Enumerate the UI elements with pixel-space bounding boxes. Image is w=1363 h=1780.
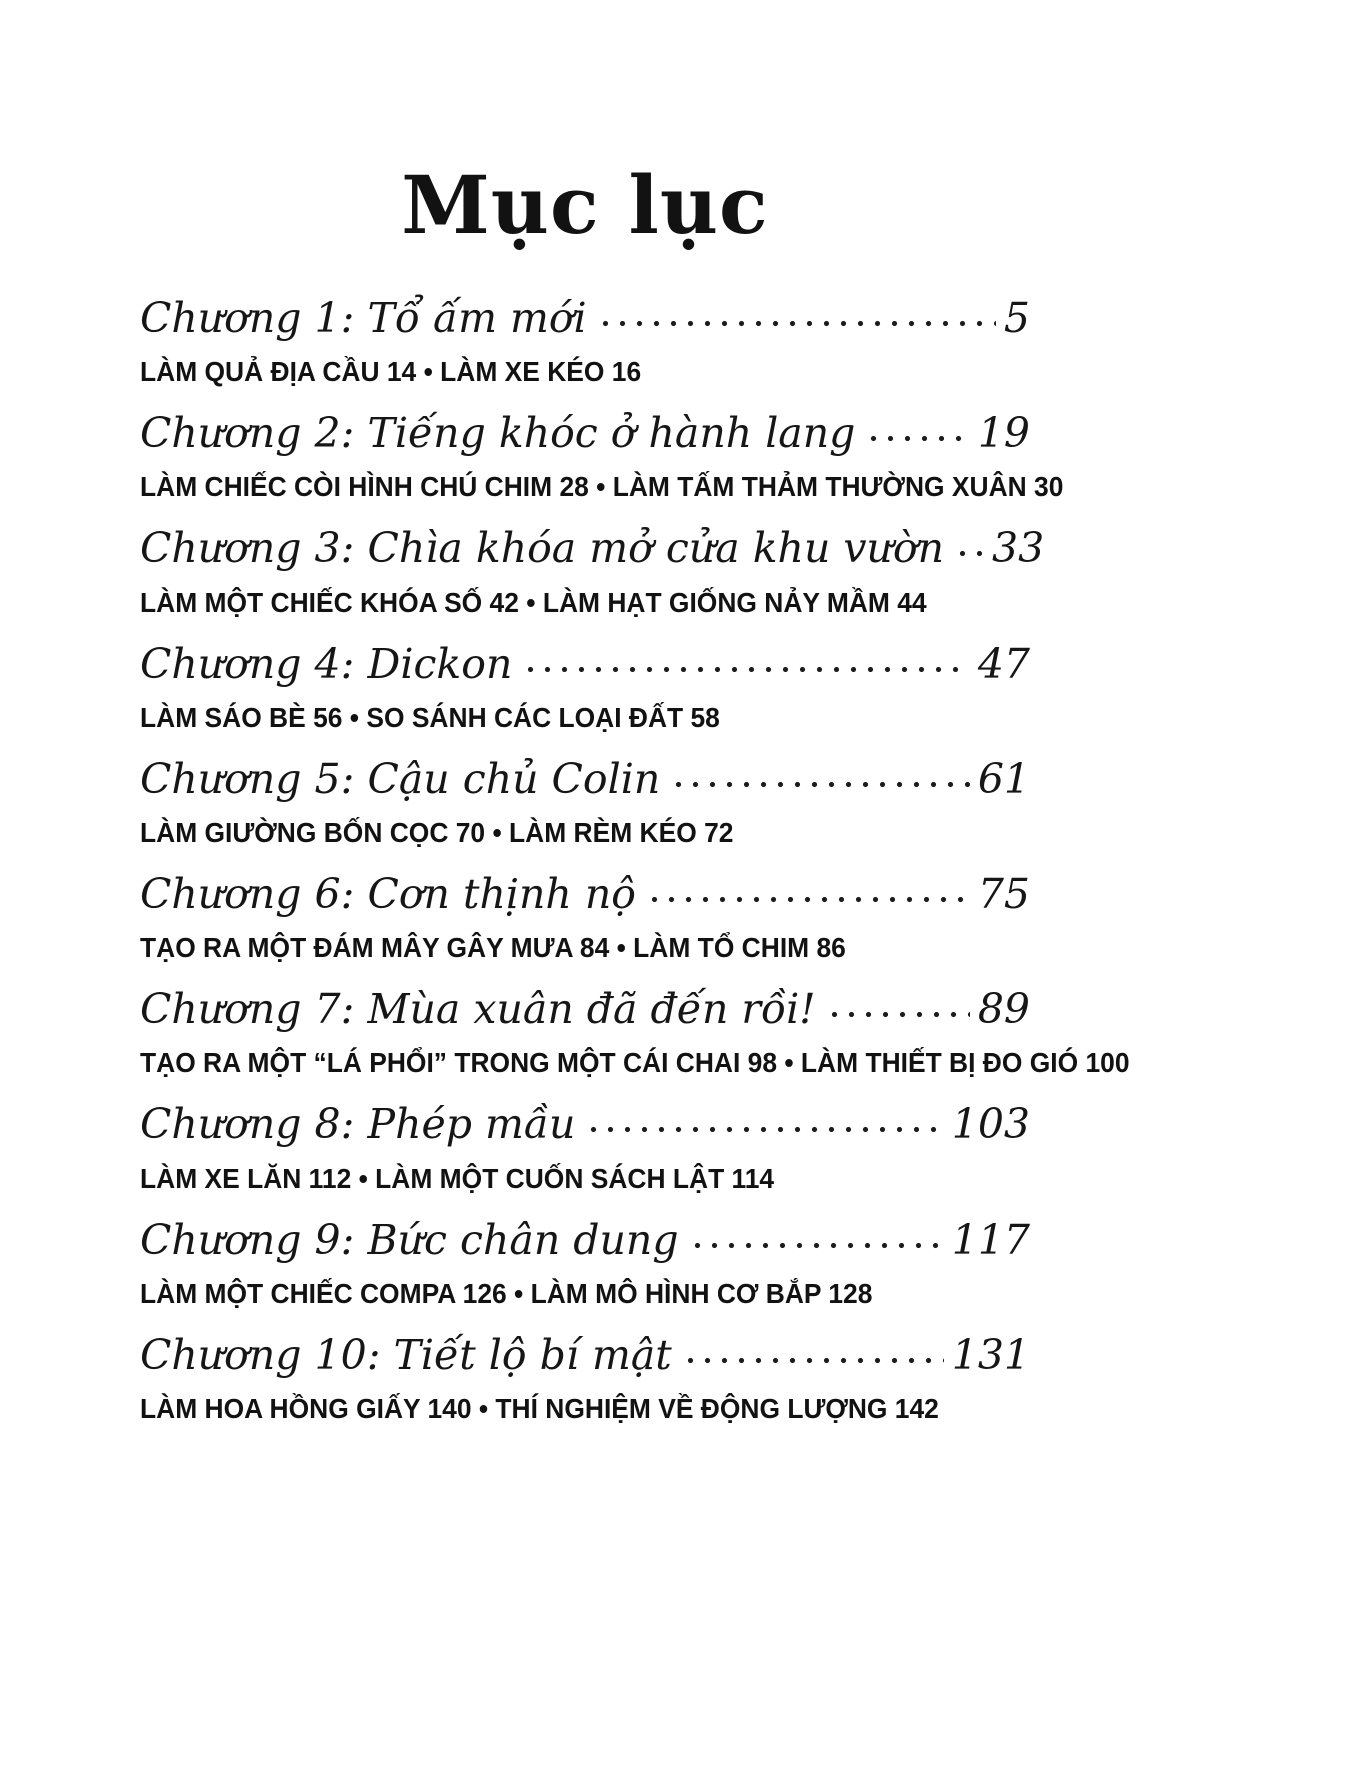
toc-entry [140,294,1030,388]
page-title: Mục lục [401,158,769,252]
chapter-page-number: 47 [977,639,1030,688]
chapter-title: Chương 9: Bức chân dung [140,1215,679,1264]
chapter-line [140,870,1030,919]
toc-entry [140,640,1030,734]
chapter-line [140,1216,1030,1265]
chapter-page-number: 61 [977,754,1030,803]
chapter-title: Chương 7: Mùa xuân đã đến rồi! [140,985,816,1034]
chapter-page-number: 131 [951,1330,1030,1379]
toc-entry [140,1100,1030,1194]
dot-leader [522,666,969,673]
dot-leader [670,781,970,788]
toc-entry [140,870,1030,964]
chapter-line [140,409,1030,458]
chapter-title: Chương 10: Tiết lộ bí mật [140,1330,672,1379]
chapter-line [140,755,1030,804]
dot-leader [646,896,970,903]
chapter-activities: LÀM MỘT CHIẾC KHÓA SỐ 42 • LÀM HẠT GIỐNG NẢY MẦM 44 [140,586,927,618]
chapter-title: Chương 3: Chìa khóa mở cửa khu vườn [140,524,945,573]
chapter-line [140,1331,1030,1380]
chapter-page-number: 89 [977,985,1030,1034]
toc-entry [140,1216,1030,1310]
chapter-title: Chương 1: Tổ ấm mới [140,294,587,342]
dot-leader [689,1242,944,1249]
dot-leader [597,320,996,327]
toc-entry [140,524,1045,618]
chapter-page-number: 117 [951,1215,1030,1264]
chapter-page-number: 75 [977,869,1030,918]
chapter-line [140,294,1030,343]
toc-entry [140,1331,1030,1425]
chapter-activities: TẠO RA MỘT ĐÁM MÂY GÂY MƯA 84 • LÀM TỔ CHIM 86 [140,932,846,964]
chapter-activities: LÀM QUẢ ĐỊA CẦU 14 • LÀM XE KÉO 16 [140,356,642,388]
chapter-line [140,1100,1030,1149]
chapter-page-number: 5 [1003,294,1030,342]
chapter-page-number: 19 [977,409,1030,458]
chapter-line [140,640,1030,689]
chapter-title: Chương 2: Tiếng khóc ở hành lang [140,409,856,458]
chapter-activities: LÀM HOA HỒNG GIẤY 140 • THÍ NGHIỆM VỀ ĐỘNG LƯỢNG 142 [140,1392,939,1424]
toc-entry [140,409,1064,503]
chapter-activities: LÀM XE LĂN 112 • LÀM MỘT CUỐN SÁCH LẬT 114 [140,1162,775,1194]
chapter-activities: LÀM SÁO BÈ 56 • SO SÁNH CÁC LOẠI ĐẤT 58 [140,701,720,733]
chapter-activities: LÀM MỘT CHIẾC COMPA 126 • LÀM MÔ HÌNH CƠ BẮP 128 [140,1277,873,1309]
dot-leader [826,1011,970,1018]
chapter-title: Chương 6: Cơn thịnh nộ [140,869,636,918]
chapter-activities: LÀM CHIẾC CÒI HÌNH CHÚ CHIM 28 • LÀM TẤM THẢM THƯỜNG XUÂN 30 [140,471,1064,503]
chapter-title: Chương 5: Cậu chủ Colin [140,754,661,803]
chapter-title: Chương 4: Dickon [140,639,513,688]
toc-entries [140,294,1130,1425]
toc-entry [140,985,1130,1079]
chapter-activities: TẠO RA MỘT “LÁ PHỔI” TRONG MỘT CÁI CHAI 98 • LÀM THIẾT BỊ ĐO GIÓ 100 [140,1047,1130,1079]
chapter-line [140,524,1045,573]
chapter-page-number: 103 [951,1100,1030,1149]
toc-entry [140,755,1030,849]
dot-leader [954,550,984,557]
chapter-page-number: 33 [992,524,1045,573]
dot-leader [682,1357,944,1364]
chapter-title: Chương 8: Phép mầu [140,1100,576,1149]
chapter-activities: LÀM GIƯỜNG BỐN CỌC 70 • LÀM RÈM KÉO 72 [140,816,734,848]
dot-leader [585,1126,943,1133]
chapter-line [140,985,1030,1034]
dot-leader [865,435,969,442]
